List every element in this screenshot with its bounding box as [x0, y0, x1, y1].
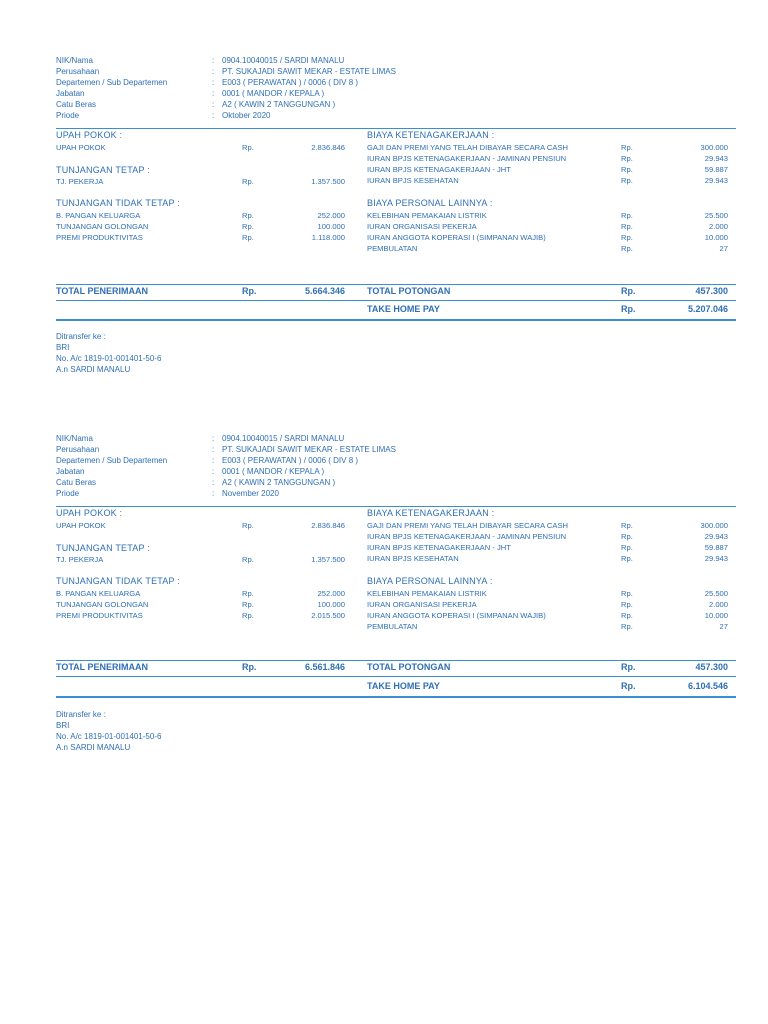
- divider: [56, 660, 736, 661]
- section-title: UPAH POKOK :: [56, 130, 123, 140]
- item-amount: 29.943: [704, 554, 728, 563]
- total-potongan-value: 457.300: [695, 286, 728, 296]
- take-home-pay-rp: Rp.: [621, 681, 636, 691]
- deduction-row: [367, 531, 728, 542]
- earning-row: [56, 588, 345, 599]
- colon: :: [212, 478, 215, 487]
- item-amount: 29.943: [704, 154, 728, 163]
- currency-label: Rp.: [621, 154, 633, 163]
- currency-label: Rp.: [621, 543, 633, 552]
- item-name: IURAN BPJS KETENAGAKERJAAN - JHT: [367, 165, 511, 174]
- deduction-row: [367, 232, 728, 243]
- earning-row: [56, 520, 345, 531]
- item-name: IURAN ANGGOTA KOPERASI I (SIMPANAN WAJIB): [367, 233, 546, 242]
- transfer-label: Ditransfer ke :: [56, 710, 106, 719]
- item-name: IURAN BPJS KETENAGAKERJAAN - JAMINAN PENSIUN: [367, 532, 567, 541]
- item-amount: 29.943: [704, 532, 728, 541]
- item-name: TJ. PEKERJA: [56, 177, 104, 186]
- nik-value: 0904.10040015 / SARDI MANALU: [222, 434, 345, 443]
- currency-label: Rp.: [242, 521, 254, 530]
- colon: :: [212, 111, 215, 120]
- bank-name: BRI: [56, 721, 70, 730]
- jabatan-label: Jabatan: [56, 467, 85, 476]
- item-amount: 25.500: [704, 589, 728, 598]
- item-amount: 100.000: [317, 222, 345, 231]
- nik-label: NIK/Nama: [56, 434, 93, 443]
- periode-label: Priode: [56, 489, 80, 498]
- divider: [56, 300, 736, 301]
- item-name: PEMBULATAN: [367, 622, 418, 631]
- currency-label: Rp.: [242, 222, 254, 231]
- currency-label: Rp.: [242, 600, 254, 609]
- currency-label: Rp.: [242, 589, 254, 598]
- item-amount: 1.357.500: [311, 555, 345, 564]
- jabatan-value: 0001 ( MANDOR / KEPALA ): [222, 89, 325, 98]
- periode-value: Oktober 2020: [222, 111, 271, 120]
- colon: :: [212, 456, 215, 465]
- currency-label: Rp.: [621, 143, 633, 152]
- account-name: A.n SARDI MANALU: [56, 743, 131, 752]
- item-name: IURAN ORGANISASI PEKERJA: [367, 222, 477, 231]
- departemen-value: E003 ( PERAWATAN ) / 0006 ( DIV 8 ): [222, 78, 359, 87]
- currency-label: Rp.: [621, 244, 633, 253]
- catu-beras-label: Catu Beras: [56, 478, 97, 487]
- item-name: KELEBIHAN PEMAKAIAN LISTRIK: [367, 589, 487, 598]
- currency-label: Rp.: [621, 521, 633, 530]
- total-potongan-rp: Rp.: [621, 286, 636, 296]
- perusahaan-value: PT. SUKAJADI SAWIT MEKAR - ESTATE LIMAS: [222, 445, 396, 454]
- deduction-row: [367, 142, 728, 153]
- item-name: IURAN BPJS KESEHATAN: [367, 176, 459, 185]
- account-name: A.n SARDI MANALU: [56, 365, 131, 374]
- deduction-row: [367, 221, 728, 232]
- take-home-pay-label: TAKE HOME PAY: [367, 304, 440, 314]
- divider: [56, 676, 736, 677]
- deduction-row: [367, 621, 728, 632]
- perusahaan-value: PT. SUKAJADI SAWIT MEKAR - ESTATE LIMAS: [222, 67, 396, 76]
- perusahaan-label: Perusahaan: [56, 67, 100, 76]
- section-title: BIAYA PERSONAL LAINNYA :: [367, 198, 493, 208]
- section-title: TUNJANGAN TETAP :: [56, 543, 150, 553]
- item-amount: 59.887: [704, 543, 728, 552]
- transfer-label: Ditransfer ke :: [56, 332, 106, 341]
- catu-beras-value: A2 ( KAWIN 2 TANGGUNGAN ): [222, 100, 336, 109]
- perusahaan-label: Perusahaan: [56, 445, 100, 454]
- colon: :: [212, 56, 215, 65]
- currency-label: Rp.: [621, 600, 633, 609]
- take-home-pay-value: 5.207.046: [687, 304, 728, 314]
- currency-label: Rp.: [621, 222, 633, 231]
- item-name: TUNJANGAN GOLONGAN: [56, 600, 149, 609]
- account-number: No. A/c 1819-01-001401-50-6: [56, 354, 162, 363]
- colon: :: [212, 467, 215, 476]
- item-name: IURAN BPJS KETENAGAKERJAAN - JAMINAN PENSIUN: [367, 154, 567, 163]
- item-amount: 252.000: [317, 211, 345, 220]
- earning-row: [56, 176, 345, 187]
- item-amount: 2.000: [708, 222, 728, 231]
- earning-row: [56, 554, 345, 565]
- deduction-row: [367, 210, 728, 221]
- total-penerimaan-label: TOTAL PENERIMAAN: [56, 662, 149, 672]
- colon: :: [212, 67, 215, 76]
- item-amount: 2.015.500: [311, 611, 345, 620]
- divider: [56, 696, 736, 698]
- colon: :: [212, 100, 215, 109]
- colon: :: [212, 89, 215, 98]
- item-amount: 10.000: [704, 233, 728, 242]
- divider: [56, 128, 736, 129]
- colon: :: [212, 445, 215, 454]
- jabatan-value: 0001 ( MANDOR / KEPALA ): [222, 467, 325, 476]
- total-potongan-value: 457.300: [695, 662, 728, 672]
- employee-header: [56, 433, 736, 499]
- total-penerimaan-rp: Rp.: [242, 286, 257, 296]
- colon: :: [212, 489, 215, 498]
- currency-label: Rp.: [621, 176, 633, 185]
- deduction-row: [367, 243, 728, 254]
- item-name: PREMI PRODUKTIVITAS: [56, 611, 143, 620]
- item-amount: 2.000: [708, 600, 728, 609]
- deduction-row: [367, 553, 728, 564]
- deduction-row: [367, 164, 728, 175]
- colon: :: [212, 434, 215, 443]
- deduction-row: [367, 588, 728, 599]
- deduction-row: [367, 175, 728, 186]
- item-amount: 59.887: [704, 165, 728, 174]
- total-penerimaan-rp: Rp.: [242, 662, 257, 672]
- item-name: KELEBIHAN PEMAKAIAN LISTRIK: [367, 211, 487, 220]
- earning-row: [56, 599, 345, 610]
- total-potongan-label: TOTAL POTONGAN: [367, 286, 451, 296]
- section-title: BIAYA KETENAGAKERJAAN :: [367, 130, 495, 140]
- total-penerimaan-value: 6.561.846: [304, 662, 345, 672]
- item-amount: 2.836.846: [311, 521, 345, 530]
- section-title: TUNJANGAN TETAP :: [56, 165, 150, 175]
- currency-label: Rp.: [621, 622, 633, 631]
- item-name: PEMBULATAN: [367, 244, 418, 253]
- bank-name: BRI: [56, 343, 70, 352]
- item-amount: 100.000: [317, 600, 345, 609]
- item-amount: 1.357.500: [311, 177, 345, 186]
- item-name: PREMI PRODUKTIVITAS: [56, 233, 143, 242]
- jabatan-label: Jabatan: [56, 89, 85, 98]
- deduction-row: [367, 542, 728, 553]
- deduction-row: [367, 599, 728, 610]
- currency-label: Rp.: [242, 555, 254, 564]
- item-amount: 10.000: [704, 611, 728, 620]
- earning-row: [56, 142, 345, 153]
- currency-label: Rp.: [621, 211, 633, 220]
- currency-label: Rp.: [621, 589, 633, 598]
- periode-value: November 2020: [222, 489, 279, 498]
- total-penerimaan-label: TOTAL PENERIMAAN: [56, 286, 149, 296]
- total-potongan-label: TOTAL POTONGAN: [367, 662, 451, 672]
- divider: [56, 506, 736, 507]
- catu-beras-label: Catu Beras: [56, 100, 97, 109]
- departemen-label: Departemen / Sub Departemen: [56, 78, 168, 87]
- employee-header: [56, 55, 736, 121]
- item-name: IURAN ORGANISASI PEKERJA: [367, 600, 477, 609]
- total-penerimaan-value: 5.664.346: [304, 286, 345, 296]
- item-amount: 25.500: [704, 211, 728, 220]
- departemen-label: Departemen / Sub Departemen: [56, 456, 168, 465]
- currency-label: Rp.: [621, 233, 633, 242]
- item-name: TUNJANGAN GOLONGAN: [56, 222, 149, 231]
- section-title: TUNJANGAN TIDAK TETAP :: [56, 198, 180, 208]
- transfer-info: [56, 331, 161, 375]
- deduction-row: [367, 520, 728, 531]
- deduction-row: [367, 610, 728, 621]
- catu-beras-value: A2 ( KAWIN 2 TANGGUNGAN ): [222, 478, 336, 487]
- periode-label: Priode: [56, 111, 80, 120]
- item-amount: 300.000: [700, 521, 728, 530]
- nik-value: 0904.10040015 / SARDI MANALU: [222, 56, 345, 65]
- nik-label: NIK/Nama: [56, 56, 93, 65]
- currency-label: Rp.: [242, 177, 254, 186]
- divider: [56, 319, 736, 321]
- item-amount: 300.000: [700, 143, 728, 152]
- currency-label: Rp.: [621, 165, 633, 174]
- earning-row: [56, 210, 345, 221]
- section-title: BIAYA PERSONAL LAINNYA :: [367, 576, 493, 586]
- take-home-pay-rp: Rp.: [621, 304, 636, 314]
- divider: [56, 284, 736, 285]
- item-name: GAJI DAN PREMI YANG TELAH DIBAYAR SECARA CASH: [367, 521, 569, 530]
- total-potongan-rp: Rp.: [621, 662, 636, 672]
- item-amount: 252.000: [317, 589, 345, 598]
- item-name: IURAN ANGGOTA KOPERASI I (SIMPANAN WAJIB): [367, 611, 546, 620]
- currency-label: Rp.: [242, 211, 254, 220]
- item-name: IURAN BPJS KETENAGAKERJAAN - JHT: [367, 543, 511, 552]
- item-name: B. PANGAN KELUARGA: [56, 211, 141, 220]
- departemen-value: E003 ( PERAWATAN ) / 0006 ( DIV 8 ): [222, 456, 359, 465]
- item-name: UPAH POKOK: [56, 521, 106, 530]
- colon: :: [212, 78, 215, 87]
- currency-label: Rp.: [242, 233, 254, 242]
- payslip-october: [56, 55, 736, 385]
- earning-row: [56, 610, 345, 621]
- currency-label: Rp.: [621, 611, 633, 620]
- transfer-info: [56, 709, 161, 753]
- section-title: UPAH POKOK :: [56, 508, 123, 518]
- item-amount: 27: [719, 622, 728, 631]
- item-amount: 27: [719, 244, 728, 253]
- payslip-november: [56, 433, 736, 763]
- item-name: UPAH POKOK: [56, 143, 106, 152]
- item-name: IURAN BPJS KESEHATAN: [367, 554, 459, 563]
- item-name: GAJI DAN PREMI YANG TELAH DIBAYAR SECARA CASH: [367, 143, 569, 152]
- section-title: TUNJANGAN TIDAK TETAP :: [56, 576, 180, 586]
- section-title: BIAYA KETENAGAKERJAAN :: [367, 508, 495, 518]
- currency-label: Rp.: [621, 532, 633, 541]
- take-home-pay-value: 6.104.546: [687, 681, 728, 691]
- item-amount: 2.836.846: [311, 143, 345, 152]
- currency-label: Rp.: [621, 554, 633, 563]
- earning-row: [56, 232, 345, 243]
- currency-label: Rp.: [242, 143, 254, 152]
- item-name: B. PANGAN KELUARGA: [56, 589, 141, 598]
- currency-label: Rp.: [242, 611, 254, 620]
- earning-row: [56, 221, 345, 232]
- deduction-row: [367, 153, 728, 164]
- take-home-pay-label: TAKE HOME PAY: [367, 681, 440, 691]
- item-amount: 29.943: [704, 176, 728, 185]
- account-number: No. A/c 1819-01-001401-50-6: [56, 732, 162, 741]
- item-name: TJ. PEKERJA: [56, 555, 104, 564]
- item-amount: 1.118.000: [311, 233, 345, 242]
